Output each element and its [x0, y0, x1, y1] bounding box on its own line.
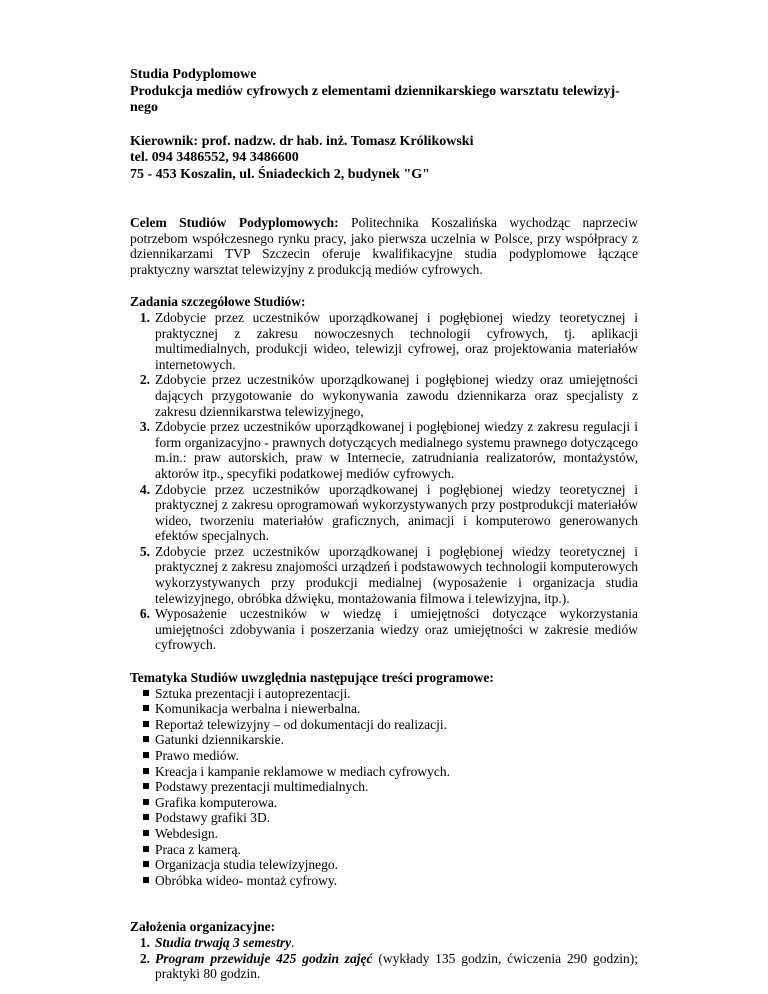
square-bullet-icon — [143, 814, 149, 820]
list-item-text: Zdobycie przez uczestników uporządkowanej i pogłębionej wiedzy oraz umiejętności dających przygotowanie do wykonywania zawodu dziennikarza oraz specjalisty z zakresu dziennikarstwa telewizyjnego, — [155, 372, 638, 419]
tasks-section — [130, 294, 638, 653]
list-item — [130, 717, 638, 733]
list-item — [130, 857, 638, 873]
list-item — [130, 779, 638, 795]
duration-text: Studia trwają 3 semestry — [155, 934, 292, 950]
list-item-text: Organizacja studia telewizyjnego. — [155, 857, 339, 873]
list-item-text: Wyposażenie uczestników w wiedzę i umiejętności dotyczące wykorzystania umiejętności zdobywania i poszerzania wiedzy oraz umiejętności w zakresie mediów cyfrowych. — [155, 606, 638, 653]
list-number: 4. — [139, 481, 150, 497]
list-item — [130, 482, 638, 544]
list-item-text: Podstawy prezentacji multimedialnych. — [155, 779, 369, 795]
title-line-3: nego — [130, 100, 158, 115]
phone-numbers: tel. 094 3486552, 94 3486600 — [130, 150, 299, 165]
list-number: 1. — [139, 934, 150, 950]
address: 75 - 453 Koszalin, ul. Śniadeckich 2, budynek "G" — [130, 166, 430, 182]
program-hours-detail: (wykłady 135 godzin, ćwiczenia 290 godzin); praktyki 80 godzin. — [155, 950, 638, 982]
square-bullet-icon — [143, 846, 149, 852]
list-item — [130, 701, 638, 717]
list-item — [130, 873, 638, 889]
org-heading: Założenia organizacyjne: — [130, 919, 276, 935]
list-item — [130, 795, 638, 811]
intro-label: Celem Studiów Podyplomowych: — [130, 215, 339, 230]
square-bullet-icon — [143, 736, 149, 742]
duration-dot: . — [291, 934, 295, 950]
list-item — [130, 372, 638, 419]
tasks-heading: Zadania szczegółowe Studiów: — [130, 294, 306, 310]
square-bullet-icon — [143, 861, 149, 867]
list-item-text: Sztuka prezentacji i autoprezentacji. — [155, 685, 351, 701]
org-list — [130, 935, 638, 982]
list-item — [130, 606, 638, 653]
list-item-text: Komunikacja werbalna i niewerbalna. — [155, 701, 361, 717]
square-bullet-icon — [143, 768, 149, 774]
list-item-text: Obróbka wideo- montaż cyfrowy. — [155, 872, 338, 888]
topics-list — [130, 686, 638, 889]
topics-heading: Tematyka Studiów uwzględnia następujące treści programowe: — [130, 670, 494, 686]
list-item — [130, 310, 638, 372]
list-item-text: Praca z kamerą. — [155, 841, 241, 857]
list-item-text: Zdobycie przez uczestników uporządkowanej i pogłębionej wiedzy teoretycznej i praktycznej z zakresu znajomości urządzeń i podstawowych technologii komputerowych wykorzystywanych przy produkcji medialnej (wyposażenie i organizacja studia telewizyjnego, obróbka dźwięku, montażowania filmowa i telewizyjna, itp.). — [155, 543, 638, 606]
list-item-text: Reportaż telewizyjny – od dokumentacji do realizacji. — [155, 716, 448, 732]
intro-text: Politechnika Koszalińska wychodząc naprzeciw potrzebom współczesnego rynku pracy, jako pierwsza uczelnia w Polsce, przy współpracy z dziennikarzami TVP Szczecin oferuje kwalifikacyjne studia podyplomowe łączące praktyczny warsztat telewizyjny z produkcją mediów cyfrowych. — [130, 215, 638, 277]
tasks-list — [130, 310, 638, 653]
list-number: 1. — [139, 309, 150, 325]
list-item — [130, 419, 638, 481]
list-item-text: Zdobycie przez uczestników uporządkowanej i pogłębionej wiedzy z zakresu regulacji i form organizacyjno - prawnych dotyczących medialnego systemu prawnego dotyczącego m.in.: praw autorskich, praw w Internecie, zatrudniania realizatorów, montażystów, aktorów itp., specyfiki podatkowej mediów cyfrowych. — [155, 419, 638, 481]
list-item-text: Grafika komputerowa. — [155, 794, 278, 810]
square-bullet-icon — [143, 877, 149, 883]
list-item — [130, 951, 638, 982]
list-number: 2. — [139, 372, 150, 388]
square-bullet-icon — [143, 752, 149, 758]
list-item-text: Gatunki dziennikarskie. — [155, 732, 284, 748]
list-item-text: Prawo mediów. — [155, 748, 239, 763]
list-item-text: Podstawy grafiki 3D. — [155, 810, 271, 826]
list-item — [130, 935, 638, 951]
title-line-2: Produkcja mediów cyfrowych z elementami dziennikarskiego warsztatu telewizyj- — [130, 83, 620, 99]
square-bullet-icon — [143, 783, 149, 789]
list-number: 2. — [139, 950, 150, 966]
contact-block — [130, 134, 638, 184]
list-item-text: Zdobycie przez uczestników uporządkowanej i pogłębionej wiedzy teoretycznej i praktycznej z zakresu nowoczesnych technologii cyfrowych, tj. aplikacji multimedialnych, produkcji wideo, telewizji cyfrowej, oraz projektowania materiałów internetowych. — [155, 309, 638, 372]
head-of-studies: Kierownik: prof. nadzw. dr hab. inż. Tomasz Królikowski — [130, 133, 474, 149]
list-item — [130, 826, 638, 842]
title-line-1: Studia Podyplomowe — [130, 67, 257, 82]
list-item-text: Kreacja i kampanie reklamowe w mediach cyfrowych. — [155, 763, 450, 779]
square-bullet-icon — [143, 705, 149, 711]
square-bullet-icon — [143, 830, 149, 836]
list-item — [130, 764, 638, 780]
program-hours-text: Program przewiduje 425 godzin zajęć — [155, 950, 373, 966]
intro-paragraph — [130, 215, 638, 277]
list-item-text: Zdobycie przez uczestników uporządkowanej i pogłębionej wiedzy teoretycznej i praktycznej z zakresu oprogramowań wykorzystywanych przy postprodukcji materiałów wideo, tworzeniu materiałów graficznych, animacji i komputerowo generowanych efektów specjalnych. — [155, 481, 638, 544]
square-bullet-icon — [143, 721, 149, 727]
org-section — [130, 919, 638, 981]
list-item — [130, 544, 638, 606]
square-bullet-icon — [143, 799, 149, 805]
topics-section — [130, 670, 638, 888]
list-item — [130, 748, 638, 764]
list-item — [130, 686, 638, 702]
list-number: 5. — [139, 543, 150, 559]
list-item — [130, 810, 638, 826]
list-item-text: Webdesign. — [155, 825, 219, 841]
list-item — [130, 732, 638, 748]
list-number: 6. — [139, 606, 150, 622]
square-bullet-icon — [143, 690, 149, 696]
document-title — [130, 67, 638, 117]
list-item — [130, 842, 638, 858]
list-number: 3. — [139, 419, 150, 435]
